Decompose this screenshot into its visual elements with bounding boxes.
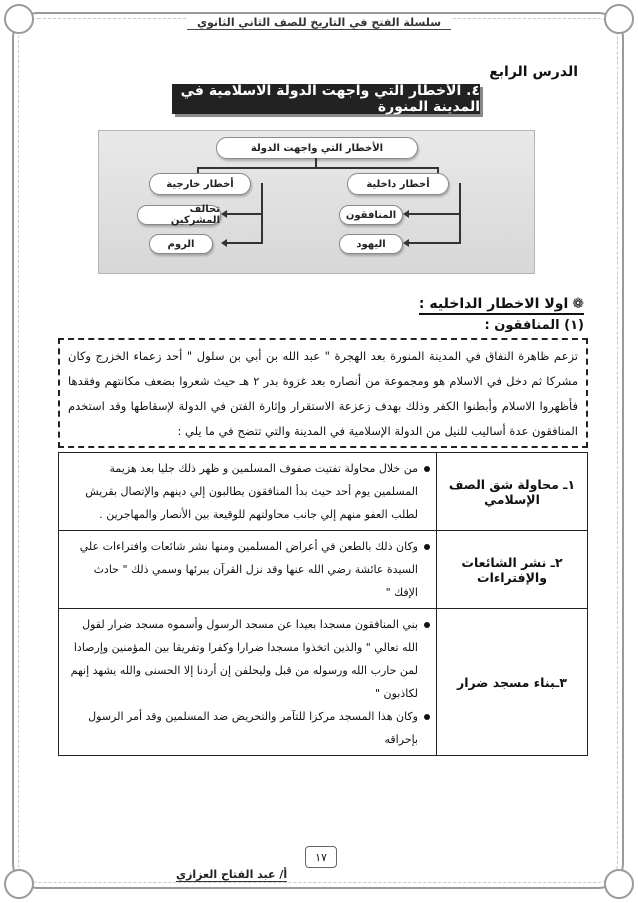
internal-jews: اليهود (339, 234, 403, 254)
page-number: ١٧ (305, 846, 337, 868)
point-detail (59, 453, 437, 531)
bullet-icon (424, 714, 430, 720)
point-text: من خلال محاولة تفتيت صفوف المسلمين و ظهر ذلك جليا بعد هزيمة المسلمين يوم أحد حيث بدأ المنافقون يطالبون إلي دينهم والإتصال بقريش لطلب العفو منهم إلي جانب محاولتهم للوقيعة بين الأنصار والمهاجرين . (85, 462, 418, 521)
points-table (58, 452, 588, 756)
bullet-icon (424, 544, 430, 550)
section-heading (419, 296, 584, 315)
corner-ornament (4, 869, 34, 899)
arrow-icon (221, 239, 227, 247)
subheading: (١) المنافقون : (484, 318, 584, 333)
point-text: وكان ذلك بالطعن في أعراض المسلمين ومنها نشر شائعات وافتراءات علي السيدة عائشة رضي الله عنها وقد نزل القرآن يبرئها وسمي ذلك " حادث الإفك " (79, 540, 418, 599)
arrow-icon (403, 239, 409, 247)
arrow-icon (221, 210, 227, 218)
bullet-icon (424, 466, 430, 472)
table-row (59, 609, 588, 756)
table-row (59, 531, 588, 609)
table-row (59, 453, 588, 531)
bullet-icon (424, 622, 430, 628)
point-topic: ١ـ محاولة شق الصف الإسلامي (437, 453, 588, 531)
branch-internal: أخطار داخلية (347, 173, 449, 195)
point-detail (59, 531, 437, 609)
lesson-label: الدرس الرابع (489, 64, 578, 80)
intro-paragraph: تزعم ظاهرة النفاق في المدينة المنورة بعد الهجرة " عبد الله بن أبي بن سلول " أحد زعماء الخزرج وكان مشركا ثم دخل في الاسلام هو ومجموعة من أنصاره بعد غزوة بدر ٢ هـ حيث شعروا بضعف مكانتهم وفقدها فأظهروا الاسلام وأبطنوا الكفر وذلك بهدف زعزعة الاستقرار وإثارة الفتن في الدولة لإسقاطها وقد استخدم المنافقون عدة أساليب للنيل من الدولة الإسلامية في المدينة والتي تتضح في ما يلي : (58, 338, 588, 448)
series-title-text: سلسلة الفتح في التاريخ للصف الثاني الثانوي (187, 16, 451, 30)
arrow-icon (403, 210, 409, 218)
connector (409, 242, 461, 244)
connector (227, 213, 263, 215)
series-title (0, 16, 638, 29)
diagram-root: الأخطار التي واجهت الدولة (216, 137, 418, 159)
point-topic: ٣ـبناء مسجد ضرار (437, 609, 588, 756)
branch-external: أخطار خارجية (149, 173, 251, 195)
point-topic: ٢ـ نشر الشائعات والإفتراءات (437, 531, 588, 609)
point-text: وكان هذا المسجد مركزا للتآمر والتحريض ضد المسلمين وقد أمر الرسول بإحراقه (88, 710, 418, 746)
connector (197, 167, 439, 169)
point-detail (59, 609, 437, 756)
external-polytheists: تحالف المشركين (137, 205, 221, 225)
corner-ornament (604, 869, 634, 899)
topic-banner: ٤. الأخطار التي واجهت الدولة الاسلامية في المدينة المنورة (172, 84, 480, 114)
section-heading-text: اولا الاخطار الداخليه : (418, 296, 569, 312)
flower-icon: ❁ (572, 296, 584, 312)
internal-hypocrites: المنافقون (339, 205, 403, 225)
connector (227, 242, 263, 244)
connector (409, 213, 461, 215)
point-text: بني المنافقون مسجدا بعيدا عن مسجد الرسول وأسموه مسجد ضرار لقول الله تعالي " والذين اتخذوا مسجدا ضرارا وكفرا وتفريقا بين المؤمنين وإرصادا لمن حارب الله ورسوله من قبل وليحلفن إن أردنا إلا الحسنى والله يشهد إنهم لكاذبون " (70, 618, 418, 700)
external-romans: الروم (149, 234, 213, 254)
author-name: أ/ عبد الفتاح العزازي (176, 868, 288, 881)
dangers-diagram (98, 130, 535, 274)
